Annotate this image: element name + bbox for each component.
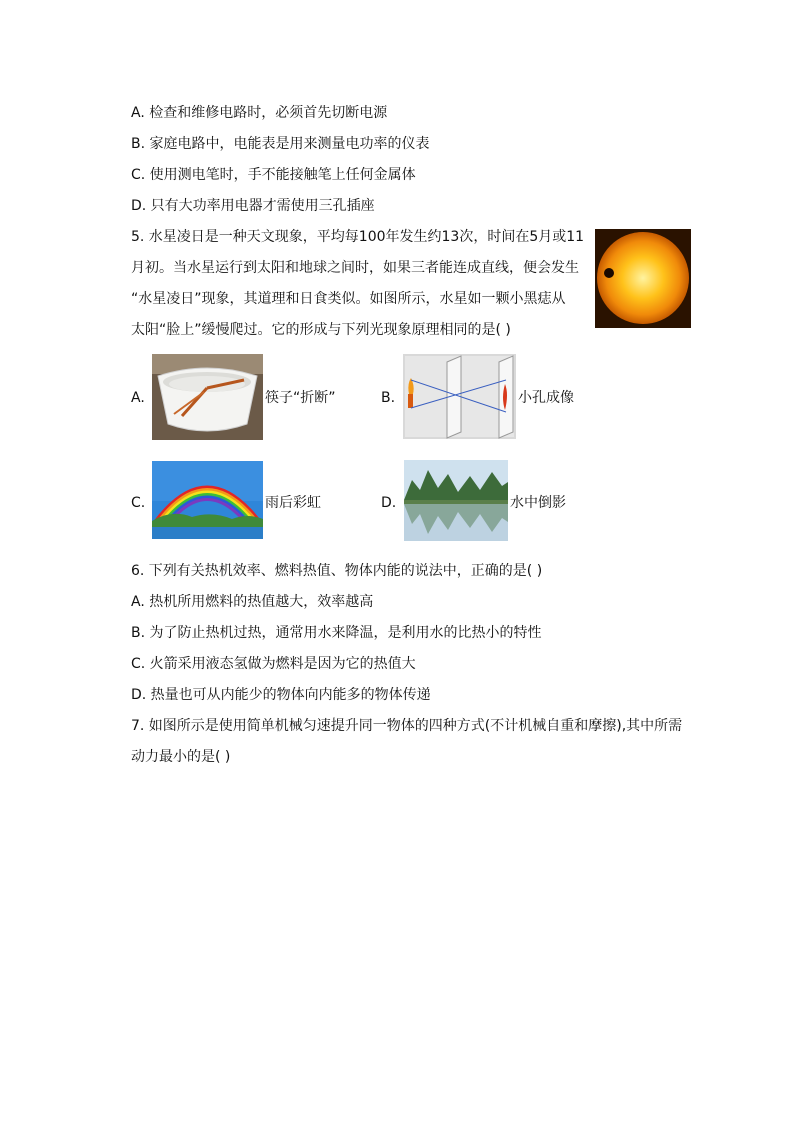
q5-line-1: 5. 水星凌日是一种天文现象，平均每100年发生约13次，时间在5月或11 (131, 229, 585, 245)
chopsticks-bowl-image (152, 354, 263, 440)
q5-option-c-letter: C. (131, 495, 146, 511)
q6-option-c: C. 火箭采用液态氢做为燃料是因为它的热值大 (131, 656, 416, 672)
rainbow-image (152, 461, 263, 539)
q4-option-d: D. 只有大功率用电器才需使用三孔插座 (131, 198, 375, 214)
q4-option-c: C. 使用测电笔时，手不能接触笔上任何金属体 (131, 167, 416, 183)
water-reflection-image (404, 460, 508, 541)
q6-option-d: D. 热量也可从内能少的物体向内能多的物体传递 (131, 687, 431, 703)
mercury-transit-image (595, 229, 691, 328)
q5-option-b-letter: B. (381, 390, 396, 406)
q5-option-a-text: 筷子“折断” (265, 390, 336, 406)
q5-line-3: “水星凌日”现象，其道理和日食类似。如图所示，水星如一颗小黑痣从 (131, 291, 566, 307)
pinhole-camera-image (403, 354, 516, 439)
q6-stem: 6. 下列有关热机效率、燃料热值、物体内能的说法中，正确的是( ) (131, 563, 543, 579)
q5-option-d-letter: D. (381, 495, 397, 511)
q7-line-1: 7. 如图所示是使用简单机械匀速提升同一物体的四种方式(不计机械自重和摩擦),其中所需 (131, 718, 683, 734)
q5-option-d-text: 水中倒影 (510, 495, 566, 511)
q4-option-a: A. 检查和维修电路时，必须首先切断电源 (131, 105, 388, 121)
q6-option-a: A. 热机所用燃料的热值越大，效率越高 (131, 594, 374, 610)
q5-option-b-text: 小孔成像 (518, 390, 574, 406)
q5-line-4: 太阳“脸上”缓慢爬过。它的形成与下列光现象原理相同的是( ) (131, 322, 511, 338)
q5-option-a-letter: A. (131, 390, 145, 406)
q4-option-b: B. 家庭电路中，电能表是用来测量电功率的仪表 (131, 136, 430, 152)
q5-line-2: 月初。当水星运行到太阳和地球之间时，如果三者能连成直线，便会发生 (131, 260, 579, 276)
q7-line-2: 动力最小的是( ) (131, 749, 231, 765)
q6-option-b: B. 为了防止热机过热，通常用水来降温，是利用水的比热小的特性 (131, 625, 542, 641)
q5-option-c-text: 雨后彩虹 (265, 495, 321, 511)
